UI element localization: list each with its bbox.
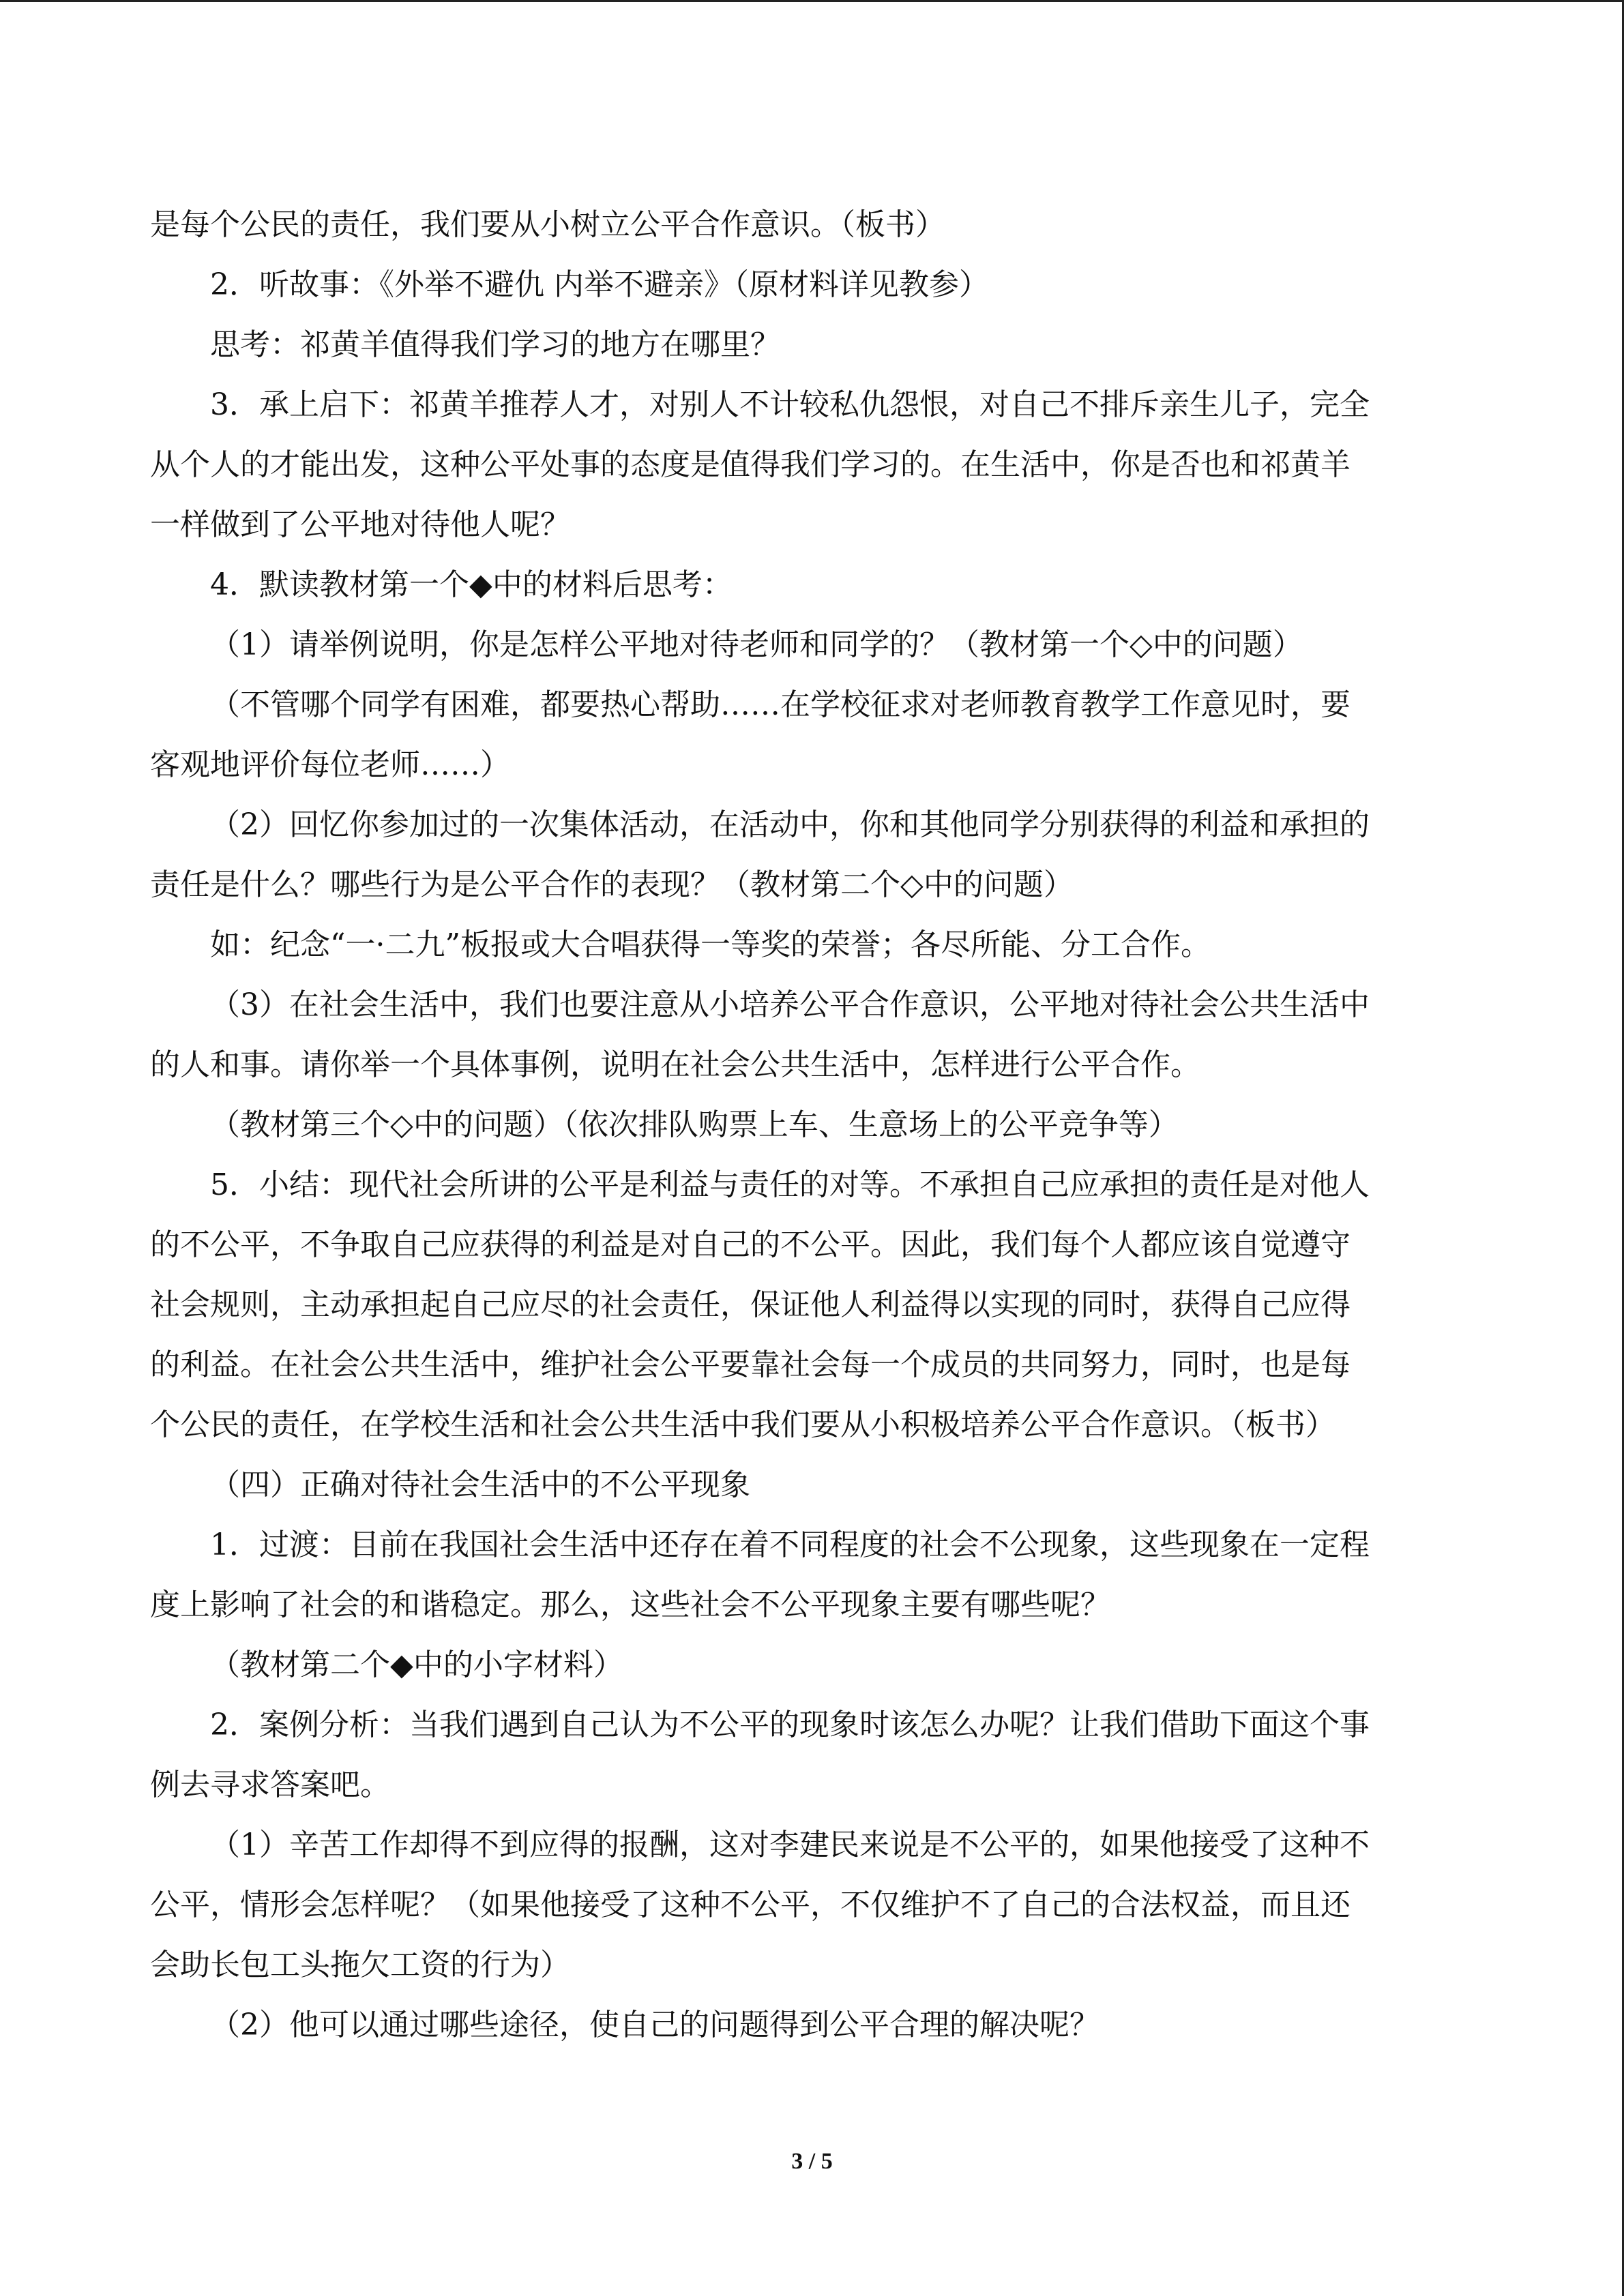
text-line: 从个人的才能出发，这种公平处事的态度是值得我们学习的。在生活中，你是否也和祁黄羊 bbox=[150, 447, 1350, 482]
text-line: 思考：祁黄羊值得我们学习的地方在哪里？ bbox=[210, 327, 780, 362]
page-number: 3 / 5 bbox=[791, 2149, 833, 2174]
text-line: 例去寻求答案吧。 bbox=[150, 1768, 390, 1802]
text-line: （1）辛苦工作却得不到应得的报酬，这对李建民来说是不公平的，如果他接受了这种不 bbox=[210, 1828, 1370, 1862]
text-line: 3．承上启下：祁黄羊推荐人才，对别人不计较私仇怨恨，对自己不排斥亲生儿子，完全 bbox=[210, 387, 1370, 422]
text-line: 如：纪念“一·二九”板报或大合唱获得一等奖的荣誉；各尽所能、分工合作。 bbox=[210, 927, 1211, 962]
text-line: 公平，情形会怎样呢？（如果他接受了这种不公平，不仅维护不了自己的合法权益，而且还 bbox=[150, 1888, 1350, 1922]
text-line: （3）在社会生活中，我们也要注意从小培养公平合作意识，公平地对待社会公共生活中 bbox=[210, 987, 1370, 1022]
text-line: 是每个公民的责任，我们要从小树立公平合作意识。（板书） bbox=[150, 207, 945, 242]
text-line: 一样做到了公平地对待他人呢？ bbox=[150, 507, 570, 542]
text-line: （2）他可以通过哪些途径，使自己的问题得到公平合理的解决呢？ bbox=[210, 2008, 1099, 2042]
text-line: （教材第三个◇中的问题）（依次排队购票上车、生意场上的公平竞争等） bbox=[210, 1107, 1179, 1142]
text-line: 个公民的责任，在学校生活和社会公共生活中我们要从小积极培养公平合作意识。（板书） bbox=[150, 1407, 1335, 1442]
text-line: （教材第二个◆中的小字材料） bbox=[210, 1648, 623, 1682]
text-line: 4．默读教材第一个◆中的材料后思考： bbox=[210, 567, 733, 602]
text-line: 的利益。在社会公共生活中，维护社会公平要靠社会每一个成员的共同努力，同时，也是每 bbox=[150, 1347, 1350, 1382]
text-line: 的人和事。请你举一个具体事例，说明在社会公共生活中，怎样进行公平合作。 bbox=[150, 1047, 1200, 1082]
text-line: 社会规则，主动承担起自己应尽的社会责任，保证他人利益得以实现的同时，获得自己应得 bbox=[150, 1287, 1350, 1322]
text-line: 5．小结：现代社会所讲的公平是利益与责任的对等。不承担自己应承担的责任是对他人 bbox=[210, 1167, 1370, 1202]
text-line: （1）请举例说明，你是怎样公平地对待老师和同学的？（教材第一个◇中的问题） bbox=[210, 627, 1303, 662]
text-line: 客观地评价每位老师……） bbox=[150, 747, 510, 782]
text-line: 责任是什么？哪些行为是公平合作的表现？（教材第二个◇中的问题） bbox=[150, 867, 1074, 902]
text-line: 的不公平，不争取自己应获得的利益是对自己的不公平。因此，我们每个人都应该自觉遵守 bbox=[150, 1227, 1350, 1262]
text-line: 会助长包工头拖欠工资的行为） bbox=[150, 1948, 570, 1982]
text-line: 2．听故事：《外举不避仇 内举不避亲》（原材料详见教参） bbox=[210, 267, 989, 302]
text-line: （不管哪个同学有困难，都要热心帮助……在学校征求对老师教育教学工作意见时，要 bbox=[210, 687, 1350, 722]
text-line: 2．案例分析：当我们遇到自己认为不公平的现象时该怎么办呢？让我们借助下面这个事 bbox=[210, 1708, 1370, 1742]
section-heading: （四）正确对待社会生活中的不公平现象 bbox=[210, 1467, 750, 1502]
text-line: 1．过渡：目前在我国社会生活中还存在着不同程度的社会不公现象，这些现象在一定程 bbox=[210, 1527, 1370, 1562]
text-line: 度上影响了社会的和谐稳定。那么，这些社会不公平现象主要有哪些呢？ bbox=[150, 1587, 1110, 1622]
text-line: （2）回忆你参加过的一次集体活动，在活动中，你和其他同学分别获得的利益和承担的 bbox=[210, 807, 1370, 842]
